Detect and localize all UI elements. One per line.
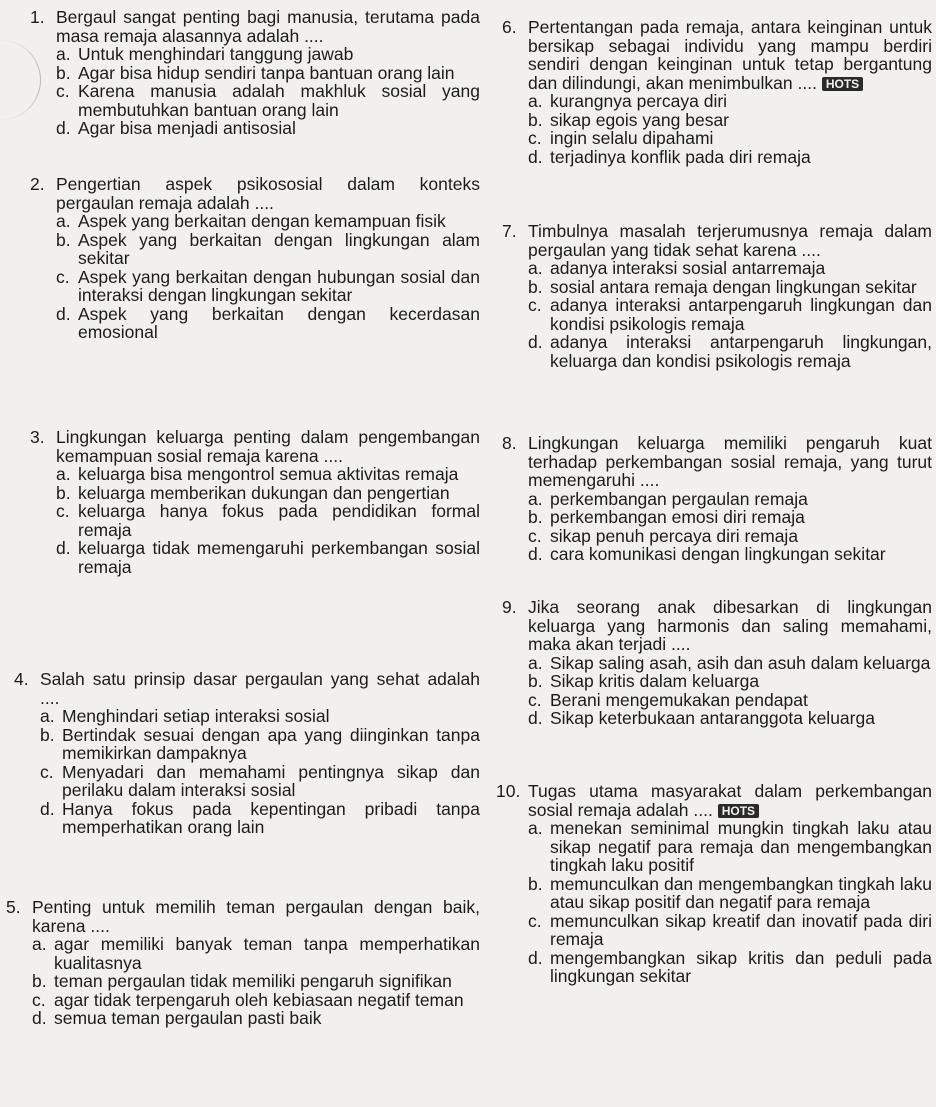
question-stem: Penting untuk memilih teman pergaulan dengan baik, karena ....	[32, 897, 480, 936]
option-list	[528, 490, 932, 564]
option-c[interactable]: c. Berani mengemukakan pendapat	[528, 689, 808, 710]
option-c[interactable]: c. Menyadari dan memahami pentingnya sikap dan perilaku dalam interaksi sosial	[40, 761, 480, 800]
question-1	[30, 8, 480, 138]
option-a[interactable]: a. keluarga bisa mengontrol semua aktivitas remaja	[56, 464, 459, 484]
option-list	[528, 259, 932, 370]
option-list	[56, 212, 480, 342]
question-5	[6, 898, 480, 1028]
option-d[interactable]: d. Hanya fokus pada kepentingan pribadi tanpa memperhatikan orang lain	[40, 798, 480, 837]
question-7	[502, 222, 932, 370]
option-d[interactable]: d. cara komunikasi dengan lingkungan sekitar	[528, 544, 886, 564]
option-c[interactable]: c. sikap penuh percaya diri remaja	[528, 525, 799, 546]
option-b[interactable]: b. Agar bisa hidup sendiri tanpa bantuan orang lain	[56, 62, 455, 83]
option-a[interactable]: a. Sikap saling asah, asih dan asuh dalam keluarga	[528, 652, 931, 673]
option-b[interactable]: b. Aspek yang berkaitan dengan lingkungan alam sekitar	[56, 229, 480, 268]
question-stem: Jika seorang anak dibesarkan di lingkungan keluarga yang harmonis dan saling memahami, maka akan terjadi ....	[528, 597, 932, 654]
option-d[interactable]: d. adanya interaksi antarpengaruh lingkungan, keluarga dan kondisi psikologis remaja	[528, 332, 932, 371]
option-c[interactable]: c. memunculkan sikap kreatif dan inovatif pada diri remaja	[528, 910, 932, 949]
option-c[interactable]: c. ingin selalu dipahami	[528, 128, 714, 148]
question-number: 3.	[30, 427, 45, 447]
option-c[interactable]: c. Aspek yang berkaitan dengan hubungan sosial dan interaksi dengan lingkungan sekitar	[56, 266, 480, 305]
hots-badge: HOTS	[718, 804, 759, 818]
option-d[interactable]: d. semua teman pergaulan pasti baik	[32, 1008, 322, 1028]
question-number: 6.	[502, 17, 517, 37]
question-stem: Pertentangan pada remaja, antara keinginan untuk bersikap sebagai individu yang mampu berdiri sendiri dengan keinginan untuk tetap bergantung dan dilindungi, akan menimbulkan .... HOTS	[528, 17, 932, 93]
option-list	[528, 654, 932, 728]
question-4	[14, 670, 480, 837]
option-list	[528, 819, 932, 986]
option-b[interactable]: b. teman pergaulan tidak memiliki pengaruh signifikan	[32, 971, 452, 991]
question-10	[496, 782, 932, 986]
option-b[interactable]: b. Bertindak sesuai dengan apa yang diinginkan tanpa memikirkan dampaknya	[40, 724, 480, 763]
question-stem: Salah satu prinsip dasar pergaulan yang sehat adalah ....	[40, 669, 480, 708]
option-a[interactable]: a. perkembangan pergaulan remaja	[528, 488, 808, 509]
option-d[interactable]: d. Aspek yang berkaitan dengan kecerdasan emosional	[56, 303, 480, 342]
option-list	[32, 935, 480, 1028]
option-d[interactable]: d. mengembangkan sikap kritis dan peduli pada lingkungan sekitar	[528, 947, 932, 986]
question-stem: Pengertian aspek psikososial dalam konteks pergaulan remaja adalah ....	[56, 174, 480, 213]
option-b[interactable]: b. memunculkan dan mengembangkan tingkah laku atau sikap positif dan negatif para remaja	[528, 873, 932, 912]
question-number: 8.	[502, 433, 517, 453]
option-list	[56, 465, 480, 576]
question-stem: Timbulnya masalah terjerumusnya remaja dalam pergaulan yang tidak sehat karena ....	[528, 221, 932, 260]
option-c[interactable]: c. adanya interaksi antarpengaruh lingkungan dan kondisi psikologis remaja	[528, 295, 932, 334]
hots-badge: HOTS	[822, 77, 863, 91]
option-c[interactable]: c. agar tidak terpengaruh oleh kebiasaan negatif teman	[32, 989, 464, 1010]
question-3	[30, 428, 480, 576]
question-stem: Lingkungan keluarga penting dalam pengembangan kemampuan sosial remaja karena ....	[56, 427, 480, 466]
question-number: 4.	[14, 669, 29, 689]
option-a[interactable]: a. Aspek yang berkaitan dengan kemampuan fisik	[56, 211, 446, 231]
option-a[interactable]: a. menekan seminimal mungkin tingkah laku atau sikap negatif para remaja dan mengembangkan tingkah laku positif	[528, 818, 932, 875]
question-number: 9.	[502, 597, 517, 617]
question-number: 1.	[30, 7, 45, 27]
question-number: 10.	[496, 781, 521, 801]
option-b[interactable]: b. sikap egois yang besar	[528, 109, 729, 130]
option-b[interactable]: b. sosial antara remaja dengan lingkungan sekitar	[528, 276, 917, 297]
option-a[interactable]: a. kurangnya percaya diri	[528, 91, 728, 111]
question-2	[30, 175, 480, 342]
option-a[interactable]: a. Menghindari setiap interaksi sosial	[40, 706, 330, 726]
option-c[interactable]: c. keluarga hanya fokus pada pendidikan formal remaja	[56, 501, 480, 540]
option-a[interactable]: a. Untuk menghindari tanggung jawab	[56, 44, 354, 64]
option-b[interactable]: b. keluarga memberikan dukungan dan pengertian	[56, 482, 450, 503]
question-number: 7.	[502, 221, 517, 241]
option-d[interactable]: d. terjadinya konflik pada diri remaja	[528, 146, 811, 167]
option-d[interactable]: d. Agar bisa menjadi antisosial	[56, 118, 296, 138]
question-6	[502, 18, 932, 166]
option-a[interactable]: a. adanya interaksi sosial antarremaja	[528, 258, 826, 278]
question-stem: Lingkungan keluarga memiliki pengaruh kuat terhadap perkembangan sosial remaja, yang turut memengaruhi ....	[528, 433, 932, 490]
option-b[interactable]: b. perkembangan emosi diri remaja	[528, 507, 805, 527]
option-d[interactable]: d. keluarga tidak memengaruhi perkembangan sosial remaja	[56, 538, 480, 577]
option-list	[56, 45, 480, 138]
question-number: 5.	[6, 897, 21, 917]
option-c[interactable]: c. Karena manusia adalah makhluk sosial yang membutuhkan bantuan orang lain	[56, 81, 480, 120]
option-b[interactable]: b. Sikap kritis dalam keluarga	[528, 671, 760, 691]
option-a[interactable]: a. agar memiliki banyak teman tanpa memperhatikan kualitasnya	[32, 934, 480, 973]
option-d[interactable]: d. Sikap keterbukaan antaranggota keluarga	[528, 708, 875, 728]
option-list	[528, 92, 932, 166]
option-list	[40, 707, 480, 837]
question-stem: Tugas utama masyarakat dalam perkembangan sosial remaja adalah .... HOTS	[528, 781, 932, 820]
question-number: 2.	[30, 174, 45, 194]
question-9	[502, 598, 932, 728]
question-stem: Bergaul sangat penting bagi manusia, terutama pada masa remaja alasannya adalah ....	[56, 7, 480, 46]
question-8	[502, 434, 932, 564]
